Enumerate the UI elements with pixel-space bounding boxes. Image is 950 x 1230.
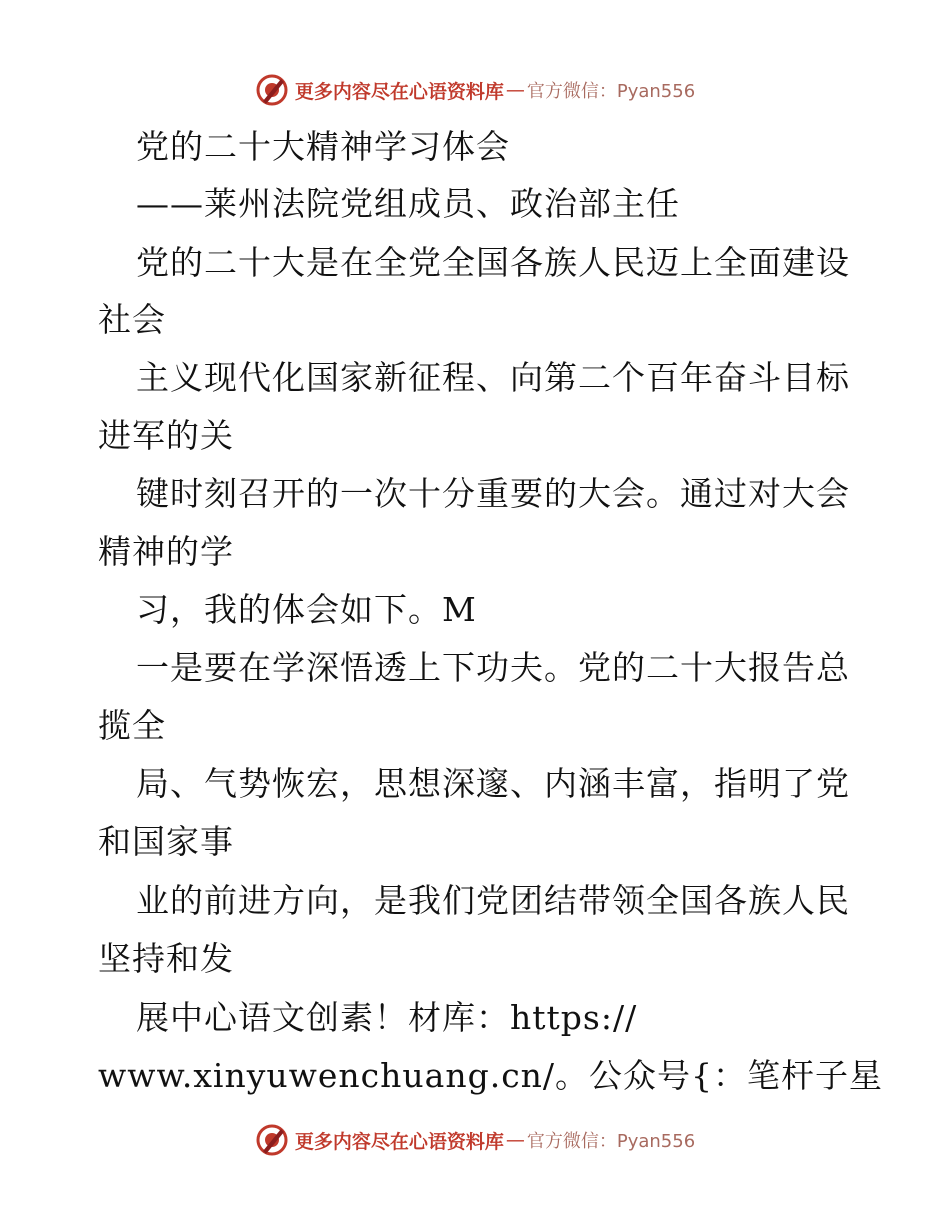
pen-logo-icon	[255, 1123, 289, 1157]
banner-brand-text: 更多内容尽在心语资料库	[294, 80, 504, 103]
banner-separator: —	[505, 79, 525, 101]
header-banner	[0, 70, 950, 110]
pen-logo-icon	[255, 73, 289, 107]
paragraph-line: 坚持和发	[98, 939, 234, 978]
paragraph-line: 社会	[98, 300, 166, 339]
paragraph-line: 一是要在学深悟透上下功夫。党的二十大报告总	[136, 648, 850, 687]
document-title: 党的二十大精神学习体会	[136, 127, 510, 166]
footer-banner	[0, 1120, 950, 1160]
banner-separator: —	[505, 1129, 525, 1151]
banner-contact-text: 官方微信：Pyan556	[526, 81, 696, 102]
banner-contact-text: 官方微信：Pyan556	[526, 1131, 696, 1152]
document-subtitle: ——莱州法院党组成员、政治部主任	[136, 184, 680, 223]
paragraph-line: 精神的学	[98, 532, 234, 571]
paragraph-line: 键时刻召开的一次十分重要的大会。通过对大会	[136, 474, 850, 513]
paragraph-line: 局、气势恢宏，思想深邃、内涵丰富，指明了党	[136, 764, 850, 803]
paragraph-line: 揽全	[98, 706, 166, 745]
paragraph-line: 主义现代化国家新征程、向第二个百年奋斗目标	[136, 358, 850, 397]
banner-brand-text: 更多内容尽在心语资料库	[294, 1130, 504, 1153]
paragraph-line: 习，我的体会如下。M	[136, 590, 477, 629]
paragraph-line: 展中心语文创素！材库：https://	[136, 998, 638, 1037]
paragraph-line: 和国家事	[98, 822, 234, 861]
paragraph-line: 党的二十大是在全党全国各族人民迈上全面建设	[136, 243, 850, 282]
paragraph-line: 业的前进方向，是我们党团结带领全国各族人民	[136, 881, 850, 920]
paragraph-line: www.xinyuwenchuang.cn/。公众号{：笔杆子星	[98, 1056, 884, 1095]
paragraph-line: 进军的关	[98, 416, 234, 455]
